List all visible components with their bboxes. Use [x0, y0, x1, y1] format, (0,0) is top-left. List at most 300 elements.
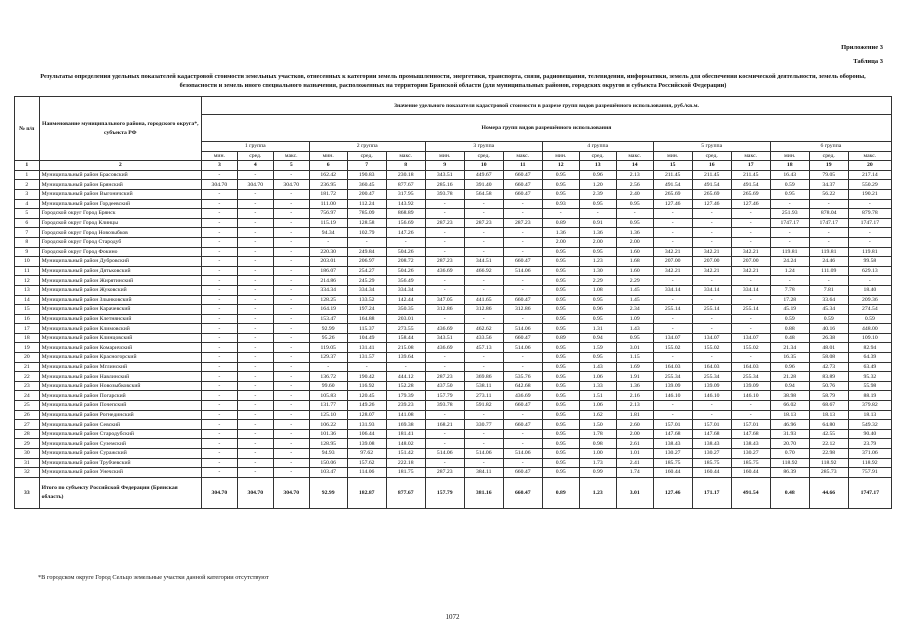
row-value: - [237, 237, 273, 247]
row-value: 0.95 [542, 314, 579, 324]
row-value: 342.21 [731, 247, 770, 257]
table-row [15, 285, 892, 295]
row-value: 160.44 [731, 468, 770, 478]
row-value: 164.03 [731, 362, 770, 372]
total-value: 0.89 [542, 477, 579, 508]
row-value: 31.93 [770, 429, 809, 439]
row-name: Муниципальный район Гордеевский [39, 199, 201, 209]
row-value: 150.06 [309, 458, 347, 468]
row-value: 127.46 [731, 199, 770, 209]
row-number: 17 [15, 324, 40, 334]
row-value: 181.72 [309, 189, 347, 199]
row-value: 131.77 [309, 401, 347, 411]
row-value: 0.59 [809, 314, 848, 324]
row-value: 236.95 [309, 180, 347, 190]
column-number: 2 [39, 161, 201, 171]
table-row [15, 237, 892, 247]
table-row [15, 257, 892, 267]
table-row [15, 439, 892, 449]
total-value: 157.79 [425, 477, 464, 508]
total-value: 660.47 [503, 477, 542, 508]
row-value: - [425, 247, 464, 257]
table-row [15, 295, 892, 305]
row-value: 139.09 [731, 381, 770, 391]
stat-header: мин. [201, 151, 237, 161]
row-value: 642.68 [503, 381, 542, 391]
row-value: 629.13 [848, 266, 891, 276]
row-name: Муниципальный район Севский [39, 420, 201, 430]
row-value: 265.69 [731, 189, 770, 199]
row-value: 287.23 [425, 468, 464, 478]
table-row [15, 333, 892, 343]
row-value: 45.34 [809, 305, 848, 315]
row-value: 146.10 [653, 391, 692, 401]
row-name: Муниципальный район Рогнединский [39, 410, 201, 420]
row-value: 255.14 [653, 305, 692, 315]
row-value: 255.34 [692, 372, 731, 382]
row-value: 0.88 [770, 324, 809, 334]
row-name: Муниципальный район Трубчевский [39, 458, 201, 468]
row-value: 106.22 [309, 420, 347, 430]
row-value: - [237, 266, 273, 276]
row-value: 141.08 [386, 410, 425, 420]
row-value: 64.80 [809, 420, 848, 430]
column-number: 13 [579, 161, 616, 171]
row-value: 1.33 [579, 381, 616, 391]
row-value: 448.00 [848, 324, 891, 334]
group-header: 5 группа [653, 142, 770, 152]
row-value: 211.45 [731, 170, 770, 180]
row-value: 38.98 [770, 391, 809, 401]
row-value: 877.67 [386, 180, 425, 190]
row-value: - [503, 410, 542, 420]
row-value: - [464, 362, 503, 372]
row-value: 1.09 [616, 314, 653, 324]
row-value: 0.95 [579, 353, 616, 363]
row-value: 514.06 [464, 449, 503, 459]
row-value: 514.06 [503, 343, 542, 353]
table-row [15, 324, 892, 334]
row-value: 230.18 [386, 170, 425, 180]
row-value: - [237, 276, 273, 286]
row-number: 13 [15, 285, 40, 295]
row-value: 2.56 [616, 180, 653, 190]
row-value: 127.46 [692, 199, 731, 209]
row-value: 660.47 [503, 420, 542, 430]
row-value: 0.95 [542, 420, 579, 430]
row-value: 0.95 [542, 257, 579, 267]
row-value: - [653, 401, 692, 411]
row-value: - [692, 276, 731, 286]
row-value: 0.95 [579, 295, 616, 305]
row-value: - [809, 237, 848, 247]
row-value: - [237, 439, 273, 449]
row-value: - [273, 305, 309, 315]
row-value: 115.37 [347, 324, 386, 334]
row-value: - [273, 333, 309, 343]
row-value: 42.73 [809, 362, 848, 372]
row-value: - [653, 295, 692, 305]
row-value: 222.18 [386, 458, 425, 468]
row-value: - [237, 362, 273, 372]
row-value: 106.44 [347, 429, 386, 439]
row-number: 29 [15, 439, 40, 449]
row-value: - [464, 209, 503, 219]
row-value: 2.16 [616, 391, 653, 401]
cadastral-values-table [14, 96, 892, 509]
row-value: 26.38 [809, 333, 848, 343]
row-value: 18.40 [848, 285, 891, 295]
row-value: - [273, 439, 309, 449]
row-value: 64.39 [848, 353, 891, 363]
row-value: 157.01 [692, 420, 731, 430]
row-value: 330.77 [464, 420, 503, 430]
row-value: - [237, 333, 273, 343]
row-value: - [692, 237, 731, 247]
row-value: 287.23 [503, 218, 542, 228]
row-value: 1.20 [579, 180, 616, 190]
row-value: 491.54 [692, 180, 731, 190]
row-value: 169.38 [386, 420, 425, 430]
row-value: - [464, 276, 503, 286]
row-value: 99.58 [848, 257, 891, 267]
row-value: 0.95 [542, 468, 579, 478]
row-value: 215.08 [386, 343, 425, 353]
column-number: 17 [731, 161, 770, 171]
row-name: Муниципальный район Комаричский [39, 343, 201, 353]
row-value: - [692, 353, 731, 363]
row-value: - [273, 228, 309, 238]
row-value: - [425, 353, 464, 363]
row-value: 152.28 [386, 381, 425, 391]
row-value: 109.10 [848, 333, 891, 343]
row-value: - [237, 324, 273, 334]
row-value: - [848, 237, 891, 247]
row-value: 2.00 [616, 237, 653, 247]
column-number: 15 [653, 161, 692, 171]
row-value: 1.08 [579, 285, 616, 295]
row-value: - [692, 324, 731, 334]
row-value: 207.00 [692, 257, 731, 267]
row-value: - [848, 276, 891, 286]
row-value: 0.93 [542, 199, 579, 209]
row-value: 200.47 [347, 189, 386, 199]
row-name: Муниципальный район Почепский [39, 401, 201, 411]
row-number: 12 [15, 276, 40, 286]
row-value: 40.16 [809, 324, 848, 334]
row-value: 0.95 [542, 295, 579, 305]
row-value: - [464, 458, 503, 468]
row-value: - [692, 410, 731, 420]
group-header: 3 группа [425, 142, 542, 152]
row-value: 660.47 [503, 295, 542, 305]
row-value: 2.39 [579, 189, 616, 199]
row-value: 0.95 [542, 180, 579, 190]
row-value: - [273, 199, 309, 209]
row-value: - [503, 362, 542, 372]
row-number: 28 [15, 429, 40, 439]
row-value: 164.03 [653, 362, 692, 372]
row-value: 1747.17 [770, 218, 809, 228]
row-value: 1.36 [616, 228, 653, 238]
row-number: 6 [15, 218, 40, 228]
row-value: 22.12 [809, 439, 848, 449]
row-value: 0.95 [542, 189, 579, 199]
row-value: 2.00 [616, 429, 653, 439]
row-value: - [201, 381, 237, 391]
row-value: 287.23 [425, 372, 464, 382]
row-value: - [464, 410, 503, 420]
row-value: 342.21 [692, 247, 731, 257]
row-value: - [386, 362, 425, 372]
table-row [15, 381, 892, 391]
row-value: 785.09 [347, 209, 386, 219]
row-value: 660.47 [503, 189, 542, 199]
row-value: - [237, 429, 273, 439]
document-title: Результаты определения удельных показателей кадастровой стоимости земельных участков, отнесенных к категории земель промышленности, энергетики, транспорта, связи, радиовещания, телевидения, информатики, земель для обеспечения космической деятельности, земель обороны, безопасности и земель иного специального назначения, расположенных на территории Брянской области (для муниципальных районов, городских округов и субъекта Российской Федерации) [40, 73, 866, 89]
row-value: 157.01 [653, 420, 692, 430]
table-row [15, 209, 892, 219]
row-value: - [503, 276, 542, 286]
row-number: 7 [15, 228, 40, 238]
row-value: - [237, 257, 273, 267]
row-value: - [237, 458, 273, 468]
row-name: Муниципальный район Мглинский [39, 362, 201, 372]
row-value: 342.21 [692, 266, 731, 276]
row-value: - [848, 228, 891, 238]
row-value: - [692, 209, 731, 219]
row-value: - [503, 199, 542, 209]
row-name: Муниципальный район Злынковский [39, 295, 201, 305]
row-value: - [237, 372, 273, 382]
row-value: - [201, 324, 237, 334]
page-number: 1072 [445, 613, 460, 621]
row-number: 23 [15, 381, 40, 391]
row-value: 0.95 [579, 247, 616, 257]
row-value: 147.68 [653, 429, 692, 439]
row-value: 97.62 [347, 449, 386, 459]
row-value: 273.11 [464, 391, 503, 401]
row-value: 0.94 [770, 381, 809, 391]
row-value: 16.43 [770, 170, 809, 180]
row-value: - [616, 209, 653, 219]
row-value: 343.51 [425, 170, 464, 180]
row-value: - [503, 429, 542, 439]
row-value: 0.95 [542, 247, 579, 257]
row-value: - [201, 199, 237, 209]
row-number: 4 [15, 199, 40, 209]
group-header: 1 группа [201, 142, 309, 152]
row-value: 868.89 [386, 209, 425, 219]
row-value: 220.30 [309, 247, 347, 257]
row-value: 491.54 [653, 180, 692, 190]
total-value: 0.48 [770, 477, 809, 508]
row-value: 1.73 [579, 458, 616, 468]
row-value: 128.07 [347, 410, 386, 420]
row-value: 265.69 [653, 189, 692, 199]
total-value: 44.66 [809, 477, 848, 508]
row-value: 239.23 [386, 401, 425, 411]
row-value: 214.86 [309, 276, 347, 286]
row-value: 255.14 [731, 305, 770, 315]
row-value: - [653, 276, 692, 286]
row-name: Муниципальный район Карачевский [39, 305, 201, 315]
row-value: 255.14 [692, 305, 731, 315]
row-value: 255.34 [653, 372, 692, 382]
row-name: Муниципальный район Дубровский [39, 257, 201, 267]
row-value: - [237, 381, 273, 391]
row-value: 1747.17 [809, 218, 848, 228]
row-value: 535.76 [503, 372, 542, 382]
row-value: 42.55 [809, 429, 848, 439]
row-value: 99.60 [309, 381, 347, 391]
row-value: - [731, 314, 770, 324]
row-value: 756.97 [309, 209, 347, 219]
row-value: 249.84 [347, 247, 386, 257]
row-value: 131.41 [347, 343, 386, 353]
row-number: 27 [15, 420, 40, 430]
row-name: Муниципальный район Брянский [39, 180, 201, 190]
column-number: 14 [616, 161, 653, 171]
row-name: Муниципальный район Дятьковский [39, 266, 201, 276]
row-value: - [273, 449, 309, 459]
row-value: 491.54 [731, 180, 770, 190]
row-value: - [201, 401, 237, 411]
row-value: - [273, 247, 309, 257]
row-value: 0.95 [542, 324, 579, 334]
row-value: 142.44 [386, 295, 425, 305]
row-value: - [273, 324, 309, 334]
table-row [15, 401, 892, 411]
row-value: 185.75 [692, 458, 731, 468]
row-name: Муниципальный район Клинцовский [39, 333, 201, 343]
row-value: 153.47 [309, 314, 347, 324]
row-value: - [273, 257, 309, 267]
row-value: 379.82 [848, 401, 891, 411]
row-value: - [425, 362, 464, 372]
row-value: 190.83 [347, 170, 386, 180]
table-row [15, 420, 892, 430]
row-value: 128.25 [309, 295, 347, 305]
row-value: 304.70 [237, 180, 273, 190]
row-number: 11 [15, 266, 40, 276]
stat-header: сред. [809, 151, 848, 161]
row-name: Городской округ Город Фокино [39, 247, 201, 257]
stat-header: сред. [347, 151, 386, 161]
row-value: - [237, 285, 273, 295]
row-value: 138.43 [692, 439, 731, 449]
row-name: Городской округ Город Стародуб [39, 237, 201, 247]
row-value: 155.02 [653, 343, 692, 353]
row-value: - [503, 353, 542, 363]
row-value: 0.48 [770, 333, 809, 343]
row-value: 2.00 [542, 237, 579, 247]
row-value: - [201, 170, 237, 180]
row-value: 334.14 [692, 285, 731, 295]
table-row [15, 247, 892, 257]
group-header: 6 группа [770, 142, 891, 152]
row-value: 2.41 [616, 458, 653, 468]
row-value: 149.26 [347, 401, 386, 411]
row-value: 17.28 [770, 295, 809, 305]
row-value: 147.68 [731, 429, 770, 439]
row-value: 217.14 [848, 170, 891, 180]
row-value: - [731, 295, 770, 305]
row-value: 287.23 [425, 218, 464, 228]
table-row [15, 353, 892, 363]
row-value: 63.49 [848, 362, 891, 372]
row-value: 0.95 [770, 189, 809, 199]
row-value: 1.59 [579, 343, 616, 353]
stat-header: мин. [770, 151, 809, 161]
row-value: 0.95 [579, 314, 616, 324]
row-number: 19 [15, 343, 40, 353]
row-value: 1.62 [579, 410, 616, 420]
row-value: 285.16 [425, 180, 464, 190]
row-value: - [273, 420, 309, 430]
row-value: 1.60 [616, 247, 653, 257]
row-value: 24.46 [809, 257, 848, 267]
row-value: 1.45 [616, 285, 653, 295]
row-value: 118.92 [848, 458, 891, 468]
row-value: 34.37 [809, 180, 848, 190]
row-value: 3.01 [616, 343, 653, 353]
row-value: 48.01 [809, 343, 848, 353]
group-header: 2 группа [309, 142, 425, 152]
row-value: - [273, 237, 309, 247]
row-value: 251.93 [770, 209, 809, 219]
row-value: 164.19 [309, 305, 347, 315]
row-value: - [273, 266, 309, 276]
header-name: Наименование муниципального района, городского округа*, субъекта РФ [39, 97, 201, 161]
row-value: 356.49 [386, 276, 425, 286]
row-value: - [731, 353, 770, 363]
row-value: 130.27 [692, 449, 731, 459]
row-number: 22 [15, 372, 40, 382]
table-row [15, 449, 892, 459]
row-value: 1.81 [616, 410, 653, 420]
row-value: 0.95 [542, 343, 579, 353]
row-value: 1747.17 [848, 218, 891, 228]
row-number: 15 [15, 305, 40, 315]
row-value: 7.78 [770, 285, 809, 295]
group-header: 4 группа [542, 142, 653, 152]
row-value: - [273, 353, 309, 363]
row-value: 146.10 [692, 391, 731, 401]
row-value: 127.46 [653, 199, 692, 209]
row-value: 2.61 [616, 439, 653, 449]
row-value: - [692, 314, 731, 324]
row-value: 102.79 [347, 228, 386, 238]
row-value: 660.47 [503, 180, 542, 190]
row-value: 2.00 [579, 237, 616, 247]
row-value: 134.07 [653, 333, 692, 343]
row-value: 119.81 [809, 247, 848, 257]
row-value: 58.08 [809, 353, 848, 363]
row-value: 157.79 [425, 391, 464, 401]
row-value: - [237, 401, 273, 411]
row-value: 1.36 [616, 381, 653, 391]
row-value: 131.93 [347, 420, 386, 430]
row-value: 317.95 [386, 189, 425, 199]
row-number: 8 [15, 237, 40, 247]
row-value: 0.59 [770, 180, 809, 190]
row-value: - [848, 199, 891, 209]
row-value: 334.34 [386, 285, 425, 295]
row-value: - [273, 295, 309, 305]
row-value: 125.10 [309, 410, 347, 420]
row-value: - [692, 218, 731, 228]
